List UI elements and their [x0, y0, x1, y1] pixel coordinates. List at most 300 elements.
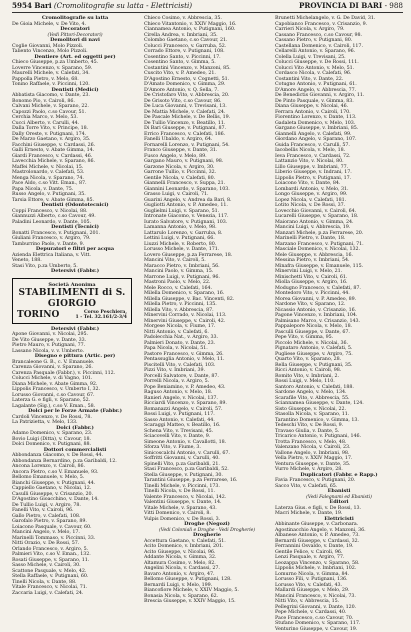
directory-entry: Diana Michele, v. Abate Gimma, 92. [12, 382, 138, 388]
directory-entry: Montedoro Vito, v. Piccinni, 44. [275, 291, 403, 297]
directory-entry: Fornarelli Lorenzo, v. Putignani, 54. [144, 143, 270, 149]
directory-entry: Colucci Vito Antonio, v. Melo, 51. [275, 66, 403, 72]
category-heading: Droghe (Negozi) [144, 522, 270, 528]
cross-reference: (Vedi Falegnami ed Ebanisti) [275, 495, 403, 501]
directory-entry: Taliento Vincenzo, Molo Pizzoli. [12, 49, 138, 55]
category-heading: Dottori commercialisti [12, 448, 138, 454]
directory-entry: Nicassio Antonio, v. Crisanzio, 16. [275, 308, 403, 314]
directory-entry: Lenzi Pasquale, v. Argiro, 77. [275, 555, 403, 561]
directory-entry: Nitti Orazio, v. De Rossi, 57. [12, 541, 138, 547]
directory-entry: Fiorentino Lorenzo, v. Dante, 113. [275, 115, 403, 121]
directory-entry: Quarto Vito, v. Sparano, 28. [275, 357, 403, 363]
directory-entry: Mele Rocco, v. Calefati, 164. [144, 286, 270, 292]
directory-entry: De Vito Giuseppe, v. Dante, 33. [12, 338, 138, 344]
category-heading: Elettricisti [275, 517, 403, 523]
directory-entry: Cassano Pietro, v. Putignani, 80. [275, 38, 403, 44]
directory-entry: Lippolis Pietro, v. Putignani, 17. [275, 176, 403, 182]
directory-entry: Carenza Giovanni, v. Sparano, 26. [12, 365, 138, 371]
directory-entry: Pace Francesco, c.so Cavour, 70. [275, 616, 403, 622]
directory-entry: Biancofiore Michele, v. XXIV Maggio, 5. [144, 588, 270, 594]
cross-reference: (Vedi Pittori-Decoratori) [12, 33, 138, 39]
directory-entry: Lagalante (Sig.), c.so V. Eman., 58. [12, 404, 138, 410]
directory-entry: D'Agostino Ernesto, v. Cognetti, 51. [144, 77, 270, 83]
directory-entry: Spinelli Vito, p.za Garibaldi, 21. [144, 462, 270, 468]
directory-entry: Altamura Cosimo, v. Melo, 82. [144, 561, 270, 567]
directory-entry: Lassano Nicola, v. v. Umberto. [12, 349, 138, 355]
directory-entry: Ranieri Angelo, v. Nicolai, 137. [144, 396, 270, 402]
directory-entry: Mallardi Giuseppe, v. Melo, 29. [275, 588, 403, 594]
directory-entry: Scarafile Vito, v. Abbrescia, 55. [275, 396, 403, 402]
directory-entry: Cotugno Antonio, v. Putignani, 61. [275, 82, 403, 88]
directory-entry: Abbondanza Giacomo, v. De Rossi, 44. [12, 453, 138, 459]
column-1-top-list [12, 16, 138, 275]
directory-entry: Raguso Antonio, v. Melo, 18. [144, 390, 270, 396]
directory-entry: Casulli Giuseppe, v. Crisanzio, 20. [12, 492, 138, 498]
directory-entry: Bellomo Emanuele, v. Melo, 5. [12, 475, 138, 481]
directory-entry: Maffei Michele, v. Nicolai, 15. [12, 165, 138, 171]
directory-entry: Tinelli Nicola, v. De Rossi, 11. [144, 489, 270, 495]
directory-entry: Dolci Domenico, v. Putignani, 88. [12, 442, 138, 448]
directory-entry: Macri Michele, v. Dante, 19. [275, 511, 403, 517]
directory-entry: Schena Vito, v. Trevisani, 45. [144, 429, 270, 435]
directory-entry: Rella Giuseppe, v. Putignani, 35. [275, 363, 403, 369]
directory-entry: Lopez Nicola, v. Calefati, 181. [275, 198, 403, 204]
directory-entry: Guarini Angelo, v. Andrea da Bari, 8. [144, 198, 270, 204]
directory-entry: Colella Luigi, v. Trevisani, 25. [275, 55, 403, 61]
directory-entry: De Grisoto Vito, c.so Cavour, 86. [144, 99, 270, 105]
directory-entry: Colucci Michele, v. di Vagno, 101. [12, 376, 138, 382]
directory-entry: Tricarico Antonio, v. Putignani, 146. [275, 434, 403, 440]
directory-entry: Accettura Gaetano, v. Calefati, 51. [144, 539, 270, 545]
directory-entry: Tedeschi Vito, v. De Rossi, 9. [275, 423, 403, 429]
directory-entry: Carenza Pasquale (Fabbr.), v. Piccinni, 112. [12, 371, 138, 377]
directory-entry: Lorusso Vito, v. Calefati, 43. [275, 583, 403, 589]
directory-entry: Guida Francesco, v. Carulli, 57. [275, 143, 403, 149]
ad-city: TORINO [17, 310, 59, 320]
directory-entry: Cardoli Vincenzo, v. De Rossi, 78. [12, 415, 138, 421]
directory-entry: Lamanna Antonio, v. Melo, 98. [144, 225, 270, 231]
directory-entry: Gentile Felice, v. Cairoli, 96. [275, 550, 403, 556]
directory-entry: Tinelli Nicola, v. Dante, 88. [12, 580, 138, 586]
directory-entry: Di Bari Giuseppe, v. Putignani, 87. [144, 126, 270, 132]
directory-entry: Mancini Luigi, v. Abbrescia, 19. [275, 225, 403, 231]
category-heading: Cromolitografie su latta [12, 16, 138, 22]
directory-entry: Gugliotti Antonio, v. P. Amedeo, 11. [144, 203, 270, 209]
cross-reference: (Vedi Coloniali e Droghe - Vedi Drogherie) [144, 528, 270, 534]
directory-entry: Vitti Domenico, v. Cairoli, 8. [144, 511, 270, 517]
directory-entry: Coppi Francesco, v. Nicolai, 88. [12, 209, 138, 215]
directory-entry: Iacobellis Nicola, v. Melo, 18. [275, 148, 403, 154]
directory-entry: Cosentino Santo, v. Piccinni, 17. [144, 55, 270, 61]
directory-entry: Lotito Nicola, v. De Rossi, 37. [275, 203, 403, 209]
directory-entry: Zaccaria Luigi, v. Calefati, 24. [12, 591, 138, 597]
directory-entry: Veneto, 188. [12, 258, 138, 264]
directory-entry: Lovero Giuseppe, p.za Ferrarese, 18. [144, 253, 270, 259]
directory-entry: Lettini Luigi, v. Putignani, 66. [144, 236, 270, 242]
directory-entry: Vurro Michele, v. Argiro, 28. [275, 467, 403, 473]
directory-entry: Marrone Luigi, v. Putignani, 96. [144, 275, 270, 281]
directory-entry: Bonomo Pio, v. Cairoli, 86. [12, 99, 138, 105]
directory-entry: Azienda Elettrica Italiana, v. Vitt. [12, 253, 138, 259]
directory-entry: Giannelli Angelo, v. Calefati, 99. [275, 132, 403, 138]
directory-entry: Lomurno Nicola, v. Gimma, 84. [275, 572, 403, 578]
directory-entry: Stufano Domenico, v. Sparano, 117. [275, 621, 403, 627]
directory-entry: Sforza Vito, v. Fiume, 3. [144, 445, 270, 451]
directory-entry: Minervini Corrado, v. Nicolai, 113. [144, 313, 270, 319]
header-left [12, 1, 192, 10]
directory-entry: Ricciardi Vincenzo, v. Sparano, 89. [144, 401, 270, 407]
directory-entry: Milella Domenico, v. Sparano, 16. [144, 291, 270, 297]
directory-entry: Cordasco Nicola, v. Calefati, 96. [275, 71, 403, 77]
directory-entry: Brescia Giuseppe, v. XXIV Maggio, 15. [144, 599, 270, 605]
directory-entry: D'Amato Domenico, v. Gimma, 29. [144, 82, 270, 88]
directory-entry: Bellomo Giuseppe, v. Putignani, 128. [144, 577, 270, 583]
category-heading: Demolitori di navi [12, 38, 138, 44]
category-heading: Detersivi (Fabbr.) [12, 327, 138, 333]
directory-entry: Bonasia Nicola, v. Sparano, 62. [144, 594, 270, 600]
directory-entry: Mastrolonardo, v. Calefati, 53. [12, 170, 138, 176]
directory-entry: Ciannamea Antonio, v. Putignani, 160. [144, 27, 270, 33]
directory-entry: Mele Giuseppe, v. Abbrescia, 16. [275, 253, 403, 259]
directory-entry: Rossi Luigi, v. Melo, 110. [275, 379, 403, 385]
directory-entry: Pasculli Giuseppe, v. Dante, 67. [275, 330, 403, 336]
directory-entry: Abbatista Giacomo, v. Dante, 23. [12, 93, 138, 99]
directory-entry: Pappalepore Nicola, v. Melo, 18. [275, 324, 403, 330]
directory-entry: Romanazzi Angelo, v. Cairoli, 57. [144, 407, 270, 413]
directory-entry: Lattarulo Lorenzo, v. Garruba, 8. [144, 231, 270, 237]
directory-entry: Colucci Francesco, v. Garruba, 52. [144, 44, 270, 50]
directory-entry: Stella Giuseppe, v. Putignani, 30. [144, 473, 270, 479]
directory-entry: Morea Giovanni, v. P. Amedeo, 89. [275, 297, 403, 303]
directory-entry: Castellana Domenico, v. Cairoli, 117. [275, 44, 403, 50]
directory-entry: Stella Raffaele, v. Putignani, 60. [12, 574, 138, 580]
directory-entry: Agostinacchio Angelo, v. Manzoni, 36. [275, 528, 403, 534]
directory-entry: Guglielmi Luigi, v. Sparano, 51. [144, 209, 270, 215]
directory-entry: Loiacono Vito, v. Dante, 84. [275, 181, 403, 187]
directory-entry: Galli Ernesto, v. Abate Gimma, 14. [12, 148, 138, 154]
ad-company-name: STABILIMENTI di S. GIORGIO [17, 288, 127, 310]
directory-entry: Sacco Vito, v. Calefati, 65. [275, 484, 403, 490]
directory-entry: Sciacovelli Vito, v. Dante, 9. [144, 434, 270, 440]
directory-entry: Adamo Domenico, v. Sparano, 23. [12, 431, 138, 437]
category-heading: Dentisti (Odontotecnici) [12, 203, 138, 209]
directory-entry: Chieco Vitantonio, v. XXIV Maggio, 16. [144, 22, 270, 28]
directory-entry: Gargano Mauro, v. Putignani, 98. [144, 159, 270, 165]
directory-entry: Bernardi Giuseppe, v. Cardassi, 32. [275, 539, 403, 545]
directory-entry: Pentassuglia Antonio, v. Melo, 11. [144, 357, 270, 363]
directory-entry: Costantini Vito, v. Dante, 22. [275, 77, 403, 83]
category-heading: Detersivi (Fabbr.) [12, 269, 138, 275]
directory-entry: Loverre Vincenzo, v. Sparano, 59. [12, 66, 138, 72]
directory-entry: Mancini Angelo, v. Melo, 17. [12, 530, 138, 536]
directory-entry: De Gioia Michele, v. De Vito, 4. [12, 22, 138, 28]
directory-entry: Garrone Tullio, v. Piccinni, 32. [144, 170, 270, 176]
directory-entry: Manzari Michele, p.za Ferrarese, 20. [275, 231, 403, 237]
directory-entry: Cucci Alberto, v. Carulli, 44. [12, 121, 138, 127]
ad-location [17, 310, 127, 320]
directory-entry: Ventura Giuseppe, v. Dante, 35. [275, 462, 403, 468]
directory-entry: Padolecchia Nat., v. Argiro, 33. [144, 335, 270, 341]
column-1 [12, 16, 138, 600]
directory-entry: Morgese Nicola, v. Fiume, 17. [144, 324, 270, 330]
directory-entry: Minafra Giuseppe, v. Emanuele, 115. [275, 264, 403, 270]
directory-entry: Garzone Nicola, v. Argiro, 30. [144, 165, 270, 171]
directory-entry: De Tullio Vincenzo, v. Beatillo, 11. [144, 121, 270, 127]
directory-entry: Vella Pietro, v. XXIV Maggio, 17. [275, 456, 403, 462]
directory-entry: Bavaro Antonio, v. Argiro, 47. [144, 572, 270, 578]
directory-entry: Gadaleta Domenico, v. Melo, 103. [275, 121, 403, 127]
page-number: 5954 [12, 1, 32, 10]
directory-entry: Piccolo Michele, v. Nicolai, 36. [275, 341, 403, 347]
directory-entry: Addante Nicola, v. Gimma, 32. [144, 555, 270, 561]
directory-entry: Minervini Luigi, v. Melo, 21. [275, 269, 403, 275]
directory-entry: Albanese Antonio, v. P. Amedeo, 73. [275, 533, 403, 539]
directory-entry: Nardone Vito, v. Sparano, 12. [275, 302, 403, 308]
directory-entry: Bonatti Francesco, v. Putignani, 201. [12, 231, 138, 237]
directory-entry: Colucci Giuseppe, v. De Rossi, 111. [275, 60, 403, 66]
directory-entry: Scaraggi Matteo, v. Beatillo, 16. [144, 423, 270, 429]
directory-entry: Russo Angelo, v. Putignani, 35. [12, 192, 138, 198]
directory-entry: Marinelli Tommaso, v. Piccinni, 33. [12, 536, 138, 542]
directory-entry: Ferrara Antonio, v. Cairoli, 170. [275, 110, 403, 116]
directory-entry: Iurato Salvatore, v. Putignani, 103. [144, 220, 270, 226]
directory-entry: Fusco Angelo, v. Melo, 89. [144, 154, 270, 160]
directory-entry: Mastroni Paolo, v. Melo, 22. [144, 280, 270, 286]
directory-entry: Vulpis Domenico, v. De Rossi, 3. [144, 517, 270, 523]
directory-entry: Sciannamea Giuseppe, v. Dante, 124. [275, 401, 403, 407]
province-name: PROVINCIA DI BARI [299, 1, 382, 10]
directory-entry: Pizzi Vito, v. Imbriani, 39. [144, 368, 270, 374]
directory-entry: Errico Francesco, v. Calefati, 186. [144, 132, 270, 138]
directory-entry: Tamburrino Paolo, v. Dante, 9. [12, 242, 138, 248]
directory-entry: Mancini Francesco, v. Nicolai, 73. [275, 594, 403, 600]
directory-entry: Travaso Giulia, v. Dante, 5. [275, 429, 403, 435]
directory-entry: Pellegrini Giovanni, v. Dante, 120. [275, 605, 403, 611]
directory-entry: Soffritti Giovanni, v. Carulli, 40. [144, 456, 270, 462]
directory-entry: De Tullio Luigi, v. Argiro, 78. [12, 503, 138, 509]
header-rule [12, 12, 403, 13]
directory-entry: Liuzzi Michele, v. Roberto, 80. [144, 242, 270, 248]
directory-entry: Giardi Francesco, v. Cardassi, 46. [12, 154, 138, 160]
directory-entry: Cuscito Vito, v. P. Amedeo, 21. [144, 71, 270, 77]
category-heading: Dentisti (Tecnici) [12, 225, 138, 231]
directory-entry: Palmieri Donato, v. Dante, 23. [144, 341, 270, 347]
directory-entry: Marinelli Pietro, v. Dante, 18. [275, 236, 403, 242]
directory-entry: Gargano Giuseppe, v. Imbriani, 85. [275, 126, 403, 132]
directory-entry: Liberio Giuseppe, v. Indrani, 17. [275, 170, 403, 176]
directory-entry: Lorusso Fili, v. Putignani, 136. [275, 577, 403, 583]
directory-entry: Pugliese Giuseppe, v. Argiro, 75. [275, 352, 403, 358]
directory-entry: Pietro Mauro, v. Putignani, 77. [12, 343, 138, 349]
directory-entry: Sardone Angelo, v. Melo, 134. [275, 390, 403, 396]
directory-entry: Scattone Pasquale, v. Melo, 42. [12, 569, 138, 575]
directory-entry: De Pascale Michele, v. De Bellis, 19. [144, 115, 270, 121]
directory-entry: Ferrannini Osvaldo, v. Dante, 19. [275, 544, 403, 550]
directory-entry: Facchini Giuseppe, v. Cardassi, 26. [12, 143, 138, 149]
directory-entry: Nitti Vito, v. Abbrescia, 15. [275, 599, 403, 605]
directory-entry: Capozzi Paolo, c.so Cavour, 51. [12, 110, 138, 116]
directory-entry: Pepe Vito, v. Gimma, 95. [275, 335, 403, 341]
directory-entry: Lorusso Michele, v. Dante, 171. [144, 247, 270, 253]
directory-entry: Minischetti Vito, v. Cairoli, 61. [275, 275, 403, 281]
directory-entry: Lovecchio Giovanni, v. Cairoli, 64. [275, 209, 403, 215]
directory-entry: Acito Domenico, v. Imbriani, 201. [144, 544, 270, 550]
directory-entry: Grasso Luigi, v. Cairoli, 71. [144, 192, 270, 198]
directory-entry: Sasso Michele, v. Cairoli, 30. [12, 563, 138, 569]
directory-entry: Diana Giuseppe, v. Nicolai, 46. [275, 104, 403, 110]
directory-entry: Corrado Ettore, v. Putignani, 108. [144, 49, 270, 55]
directory-entry: Stasi Francesco, p.za Garibaldi, 52. [144, 467, 270, 473]
directory-entry: Valentini Giuseppe, v. Dante, 14. [144, 500, 270, 506]
column-1-bottom-list [12, 327, 138, 597]
directory-entry: Rossi Luigi, v. Putignani, 117. [144, 412, 270, 418]
directory-entry: Gentile Nicola, v. Calefati, 80. [144, 176, 270, 182]
directory-entry: Miolla Giuseppe, v. Argiro, 16. [275, 280, 403, 286]
directory-entry: Laterza G. e figli, v. Sparano, 52. [12, 398, 138, 404]
directory-entry: Lippolis Michele, v. Imbriani, 102. [275, 566, 403, 572]
column-2 [144, 16, 270, 600]
directory-entry: Sisto Giuseppe, v. Nicolai, 22. [275, 407, 403, 413]
directory-entry: Mancini Paolo, v. Gimma, 15. [144, 269, 270, 275]
directory-entry: Modugno Francesco, v. Calefati, 87. [275, 286, 403, 292]
directory-entry: Colombo Gaetano, c.so Cavour, 21. [144, 38, 270, 44]
directory-entry: Lippolis Francesco, v. Umberto I, 32. [12, 387, 138, 393]
directory-entry: Ieva Francesco, v. Cardassi, 72. [275, 154, 403, 160]
ad-address: Corso Peschiera, 1 - Tel. 32.161/2-3/4 [76, 310, 128, 320]
directory-entry: Rosati Giuseppe, v. Sparano, 11. [12, 558, 138, 564]
directory-entry: Pagone Vincenzo, v. Imbriani, 104. [275, 313, 403, 319]
category-heading: Dentiere (Art. ed oggetti per) [12, 55, 138, 61]
directory-entry: Abbinante Giuseppe, v. Carbonara. [275, 522, 403, 528]
directory-entry: Papa Nicola, v. Dante, 75. [12, 187, 138, 193]
directory-entry: Messina Pietro, v. Imbriani, 54. [275, 258, 403, 264]
directory-entry: De Mattia Michele, v. Calefati, 24. [144, 110, 270, 116]
ad-company-type: Società Anonima [17, 282, 127, 288]
directory-entry: Lucarelli Giuseppe, v. Sparano, 18. [275, 214, 403, 220]
directory-entry: Porcelli Salvatore, v. Dante, 87. [144, 374, 270, 380]
directory-entry: Trotta Francesco, v. Melo, 48. [275, 440, 403, 446]
directory-entry: Vitale Francesco, v. Nicolai, 71. [12, 585, 138, 591]
directory-entry: Masciale Domenico, v. Nicolai, 132. [275, 247, 403, 253]
directory-entry: Cassano Francesco, c.so Cavour, 98. [275, 33, 403, 39]
header-right [299, 1, 403, 10]
category-heading: Dolci (Fabbr.) [12, 426, 138, 432]
directory-entry: Menga Nicola, v. Sparano, 74. [12, 176, 138, 182]
directory-entry: Simeone Antonio, v. Cavallotti, 18. [144, 440, 270, 446]
category-heading: Duplicatori (Fabbr. e Rapp.) [275, 473, 403, 479]
directory-entry: Longo Giuseppe, v. Argiro, 99. [275, 192, 403, 198]
directory-entry: Mancini Vito, v. Cairoli, 5. [144, 258, 270, 264]
directory-entry: Favia Francesco, v. Putignani, 20. [275, 478, 403, 484]
category-heading: Ebanisti [275, 489, 403, 495]
directory-entry: Orlando Francesco, v. Argiro, 5. [12, 547, 138, 553]
directory-entry: Intronate Giacomo, v. Venezia, 117. [144, 214, 270, 220]
directory-entry: D'Amore Antonio, v. Q. Sella, 7. [144, 88, 270, 94]
directory-entry: Bernardi Luigi, v. Melo, 199. [144, 583, 270, 589]
directory-entry: De Benedictis Giovanni, v. Argiro, 11. [275, 93, 403, 99]
directory-entry: Valente Francesco, v. Nicolai, 142. [144, 495, 270, 501]
directory-entry: Leozappa Vincenzo, v. Sparano, 58. [275, 561, 403, 567]
directory-entry: Porrelli Nicola, v. Argiro, 5. [144, 379, 270, 385]
directory-entry: Pappolla Pietro, v. Melo, 68. [12, 77, 138, 83]
directory-entry: Tarantino Domenico, v. Gimma, 13. [275, 418, 403, 424]
directory-entry: Papa Nicola, v. Nicolai, 51. [144, 346, 270, 352]
category-heading: Disegno e pittura (Artic. per) [12, 354, 138, 360]
directory-entry: Tarsia Ettore, v. Abate Gimma, 85. [12, 198, 138, 204]
directory-entry: De Cristofaro Vito, v. Abbrescia, 20. [144, 93, 270, 99]
directory-entry: Gallo Pietro, v. Calefati, 108. [12, 514, 138, 520]
directory-entry: Abbondanza Bernardino, p.za Garibaldi, 12. [12, 459, 138, 465]
section-title: (Cromolitografie su latta - Elettricisti) [54, 1, 192, 10]
directory-entry: Dalla Torre Vito, v. Principe, 18. [12, 126, 138, 132]
directory-entry: Brancaleone G. B., c. V. Emanuele. [12, 360, 138, 366]
directory-entry: Pace Aldo, c.so Vitt. Eman., 87. [12, 181, 138, 187]
city-name: Bari [34, 1, 51, 10]
directory-entry: Lorusso Giovanni, c.so Cavour, 67. [12, 393, 138, 399]
directory-entry: Garofalo Pietro, v. Sparano, 89. [12, 519, 138, 525]
directory-entry: Tonino Raffaele, v. Piccinni, 120. [12, 82, 138, 88]
directory-entry: Milella Giuseppe, v. Bac. Vincenti, 82. [144, 297, 270, 303]
directory-entry: Capobianco Francesco, v. Crisanzio, 9. [275, 22, 403, 28]
directory-entry: La Patrizietta, v. Melo, 133. [12, 420, 138, 426]
directory-entry: Romito Vito, v. Imbriani, 2. [275, 374, 403, 380]
directory-entry: Giannelli Francesco, v. Suppa, 21. [144, 181, 270, 187]
directory-entry: Coglie Giovanni, Molo Pizzoli. [12, 44, 138, 50]
directory-entry: Milella Vito, v. Abbrescia, 87. [144, 308, 270, 314]
directory-entry: Piscitelli Vito, v. Calefati, 103. [144, 363, 270, 369]
directory-entry: Lillo Giuseppe, v. Imbriani, 77. [275, 165, 403, 171]
directory-entry: Franco Giuseppe, v. Dante, 31. [144, 148, 270, 154]
directory-entry: Santoro Antonio, v. Calefati, 188. [275, 385, 403, 391]
directory-entry: Bovio Luigi (Ditta), v. Cavour, 18. [12, 437, 138, 443]
directory-entry: Costantini Vincenzo, v. Manzoni, 85. [144, 66, 270, 72]
directory-entry: Sasso Antonio, v. Calefati, 44. [144, 418, 270, 424]
column-3 [275, 16, 403, 600]
category-heading: Editori [275, 500, 403, 506]
directory-entry: Angelini Nicola, v. Cardassi, 27. [144, 566, 270, 572]
directory-entry: Chieco Giuseppe, p.za Umberto, 45. [12, 60, 138, 66]
directory-entry: Fanelli Vito, v. Cairoli, 96. [12, 508, 138, 514]
directory-entry: Giordano Angelo, v. Sparano, 107. [275, 137, 403, 143]
directory-entry: Giannuzzi Alberto, c.so Cavour, 49. [12, 214, 138, 220]
directory-entry: Acito Giuseppe, v. Nicolai, 96. [144, 550, 270, 556]
header-tail: - 988 [385, 1, 403, 10]
directory-entry: Cerchia Marco, v. Melo, 53. [12, 115, 138, 121]
category-heading: Drogherie [144, 533, 270, 539]
directory-entry: Valenzano Nicola, v. Cairoli, 23. [275, 445, 403, 451]
directory-entry: Venturino Giuseppe, v. Cavour, 19. [275, 627, 403, 632]
directory-entry: Vitale Michele, v. Sparano, 43. [144, 506, 270, 512]
directory-entry: Chieco Cosimo, v. Abbrescia, 35. [144, 16, 270, 22]
directory-entry: Giannini Leonardo, v. Sparano, 103. [144, 187, 270, 193]
directory-entry: Pepe Michele, v. Cardassi, 40. [275, 610, 403, 616]
column-2-list [144, 16, 270, 605]
directory-entry: D'Agostino Gioacchino, v. Dante, 14. [12, 497, 138, 503]
directory-entry: Maiorano Antonio, v. Gimma, 24. [275, 220, 403, 226]
directory-entry: Loiacono Pasquale, v. Cavour, 60. [12, 525, 138, 531]
directory-entry: De Pinto Pasquale, v. Gimma, 83. [275, 99, 403, 105]
directory-entry: Giuliani Francesco, v. Argiro, 79. [12, 236, 138, 242]
directory-entry: Tarantini Giuseppe, p.za Ferrarese, 16. [144, 478, 270, 484]
directory-entry: Cappiello Gaetano, v. Nicolai, 12. [12, 486, 138, 492]
category-heading: Depuratori e filtri per acqua [12, 247, 138, 253]
directory-entry: Lavecchia Michele, v. Sparano, 86. [12, 159, 138, 165]
directory-entry: Dally Oreste, v. Putignani, 174. [12, 132, 138, 138]
directory-entry: Fanelli Ubaldo, v. Argiro, 64. [144, 137, 270, 143]
directory-entry: De Luca Giovanni, v. Trevisani, 13. [144, 104, 270, 110]
directory-entry: Sinicoscalchi Antonio, v. Carulli, 67. [144, 451, 270, 457]
advertisement-box [12, 278, 132, 324]
